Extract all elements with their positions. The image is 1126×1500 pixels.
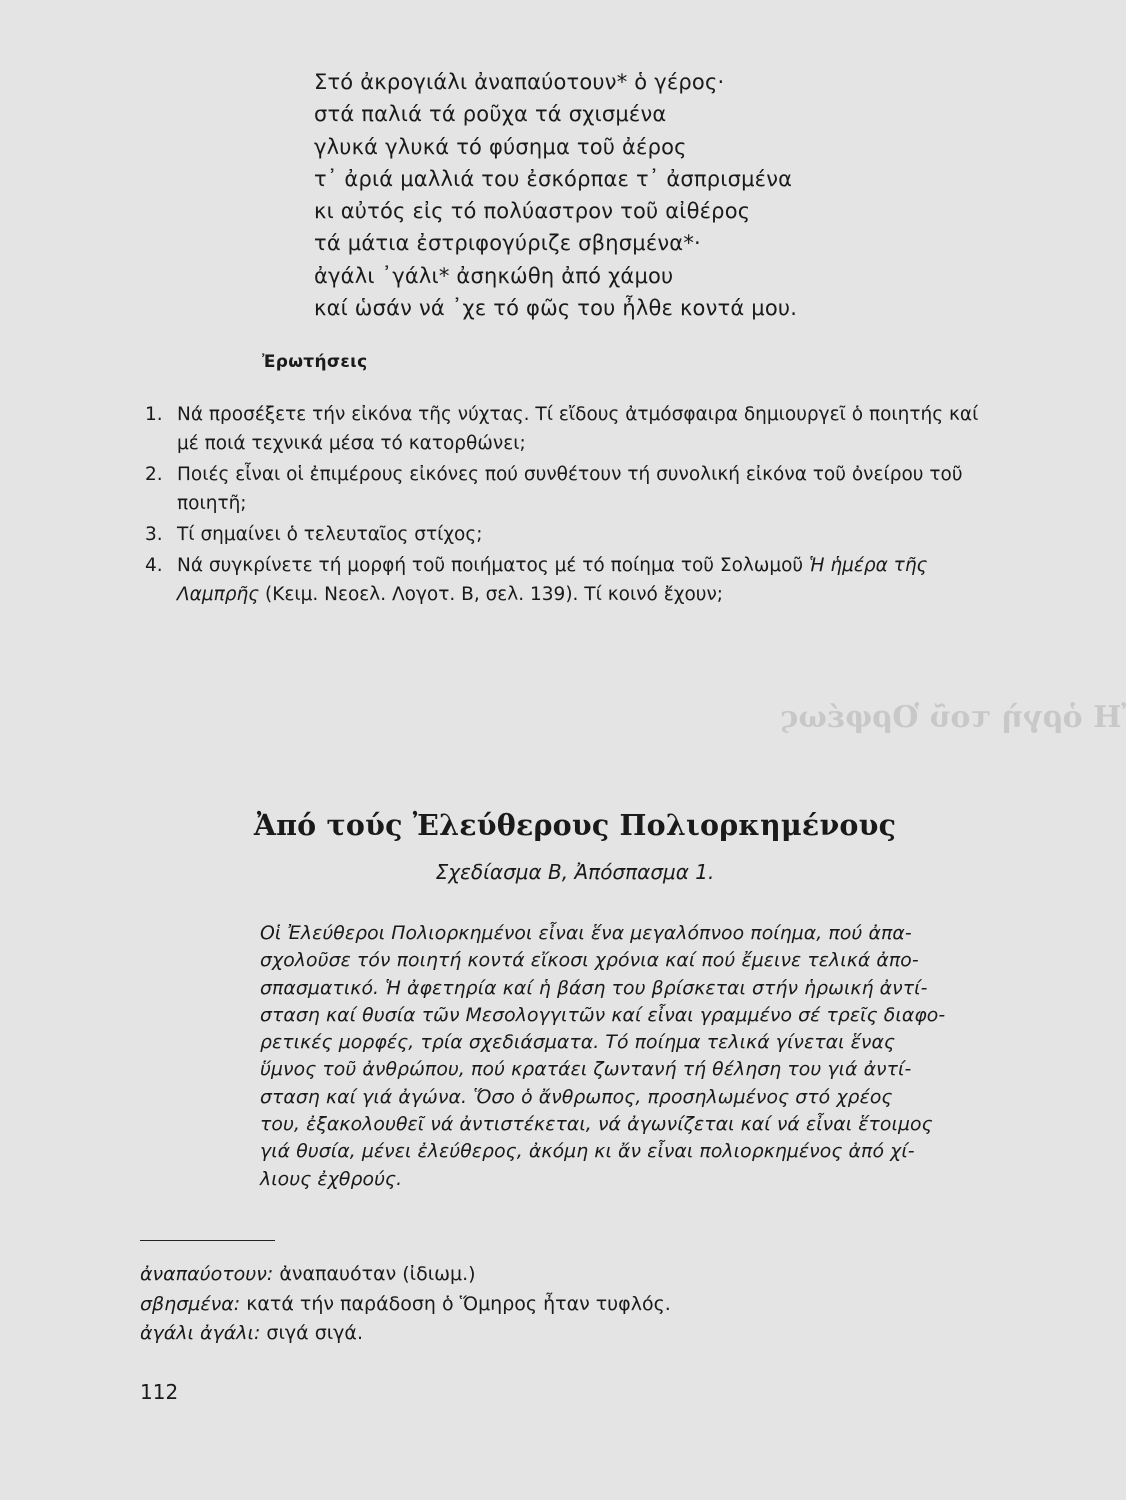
question-item bbox=[145, 400, 1005, 458]
questions-list bbox=[145, 400, 1005, 611]
question-text: (Κειμ. Νεοελ. Λογοτ. Β, σελ. 139). Τί κοινό ἔχουν; bbox=[259, 584, 724, 605]
poem-line: γλυκά γλυκά τό φύσημα τοῦ ἀέρος bbox=[314, 134, 687, 159]
footnote-term: ἀγάλι ἀγάλι: bbox=[140, 1322, 261, 1344]
footnote bbox=[140, 1319, 671, 1349]
poem-line: κι αὐτός εἰς τό πολύαστρον τοῦ αἰθέρος bbox=[314, 199, 751, 224]
question-item bbox=[145, 520, 1005, 549]
question-text: Τί σημαίνει ὁ τελευταῖος στίχος; bbox=[177, 524, 483, 545]
question-number: 2. bbox=[145, 464, 163, 485]
question-text: Νά συγκρίνετε τή μορφή τοῦ ποιήματος μέ τό ποίημα τοῦ Σολωμοῦ bbox=[177, 555, 810, 576]
question-number: 1. bbox=[145, 404, 163, 425]
poem-line: τ᾿ ἀριά μαλλιά του ἐσκόρπαε τ᾿ ἀσπρισμένα bbox=[314, 166, 793, 191]
footnote-definition: ἀναπαυόταν (ἰδιωμ.) bbox=[279, 1263, 476, 1285]
poem-title-reference: Ἡ ἡμέρα τῆς Λαμπρῆς bbox=[177, 555, 928, 605]
intro-line: ὕμνος τοῦ ἀνθρώπου, πού κρατάει ζωντανή τή θέληση του γιά ἀντί- bbox=[260, 1059, 912, 1081]
intro-paragraph bbox=[260, 920, 1000, 1193]
question-number: 4. bbox=[145, 555, 163, 576]
intro-line: σχολοῦσε τόν ποιητή κοντά εἴκοσι χρόνια καί πού ἔμεινε τελικά ἀπο- bbox=[260, 950, 919, 972]
question-number: 3. bbox=[145, 524, 163, 545]
question-text: Νά προσέξετε τήν εἰκόνα τῆς νύχτας. Τί εἴδους ἀτμόσφαιρα δημιουργεῖ ὁ ποιητής καί μέ ποιά τεχνικά μέσα τό κατορθώνει; bbox=[177, 404, 979, 454]
poem-line: ἀγάλι ᾿γάλι* ἀσηκώθη ἀπό χάμου bbox=[314, 263, 674, 288]
poem-line: Στό ἀκρογιάλι ἀναπαύοτουν* ὁ γέρος· bbox=[314, 70, 725, 94]
footnote-definition: κατά τήν παράδοση ὁ Ὅμηρος ἦταν τυφλός. bbox=[246, 1292, 671, 1315]
footnote-definition: σιγά σιγά. bbox=[266, 1322, 363, 1344]
page-number: 112 bbox=[140, 1380, 179, 1404]
questions-heading: Ἐρωτήσεις bbox=[262, 352, 368, 372]
question-text: Ποιές εἶναι οἱ ἐπιμέρους εἰκόνες πού συνθέτουν τή συνολική εἰκόνα τοῦ ὀνείρου τοῦ ποιητῆ; bbox=[177, 464, 963, 514]
intro-line: ρετικές μορφές, τρία σχεδιάσματα. Τό ποίημα τελικά γίνεται ἕνας bbox=[260, 1032, 896, 1054]
footnotes bbox=[140, 1260, 671, 1349]
footnote bbox=[140, 1260, 671, 1290]
bleed-through-text: Ἡ ὀργὴ τοῦ Ὀρφέως bbox=[780, 700, 1126, 735]
intro-line: σταση καί θυσία τῶν Μεσολογγιτῶν καί εἶναι γραμμένο σέ τρεῖς διαφο- bbox=[260, 1004, 946, 1026]
poem-line: στά παλιά τά ροῦχα τά σχισμένα bbox=[314, 102, 667, 127]
poem-line: καί ὡσάν νά ᾿χε τό φῶς του ἦλθε κοντά μου. bbox=[314, 296, 798, 321]
question-item bbox=[145, 460, 1005, 518]
poem-excerpt bbox=[314, 66, 797, 324]
footnote bbox=[140, 1290, 671, 1320]
intro-line: Οἱ Ἐλεύθεροι Πολιορκημένοι εἶναι ἕνα μεγαλόπνοο ποίημα, πού ἀπα- bbox=[260, 923, 912, 944]
section-title: Ἀπό τούς Ἐλεύθερους Πολιορκημένους bbox=[253, 808, 897, 842]
footnote-term: ἀναπαύοτουν: bbox=[140, 1263, 274, 1285]
poem-line: τά μάτια ἐστριφογύριζε σβησμένα*· bbox=[314, 231, 701, 256]
intro-line: του, ἐξακολουθεῖ νά ἀντιστέκεται, νά ἀγωνίζεται καί νά εἶναι ἕτοιμος bbox=[260, 1114, 933, 1136]
intro-line: γιά θυσία, μένει ἐλεύθερος, ἀκόμη κι ἄν εἶναι πολιορκημένος ἀπό χί- bbox=[260, 1141, 915, 1163]
intro-line: λιους ἐχθρούς. bbox=[260, 1168, 403, 1190]
footnote-term: σβησμένα: bbox=[140, 1292, 241, 1315]
section-subtitle: Σχεδίασμα Β, Ἀπόσπασμα 1. bbox=[435, 860, 715, 884]
intro-line: σταση καί γιά ἀγώνα. Ὅσο ὁ ἄνθρωπος, προσηλωμένος στό χρέος bbox=[260, 1086, 893, 1108]
footnote-divider bbox=[140, 1240, 275, 1241]
intro-line: σπασματικό. Ἡ ἀφετηρία καί ἡ βάση του βρίσκεται στήν ἡρωική ἀντί- bbox=[260, 977, 928, 999]
question-item bbox=[145, 551, 1005, 609]
